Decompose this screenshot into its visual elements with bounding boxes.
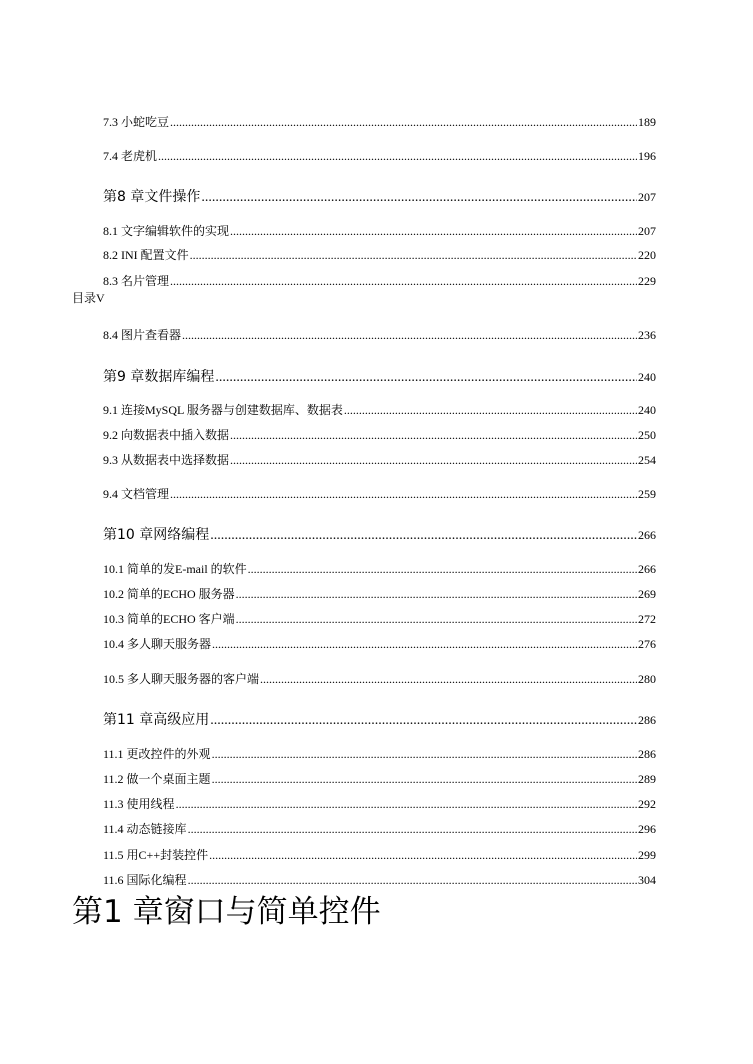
toc-leader-dots <box>170 273 637 289</box>
toc-entry-label: 9.3 从数据表中选择数据 <box>103 453 230 467</box>
toc-chapter-10 <box>103 526 656 545</box>
toc-entry-label: 11.1 更改控件的外观 <box>103 747 211 761</box>
toc-entry-8-3 <box>103 273 656 289</box>
toc-entry-page: 292 <box>638 797 656 811</box>
toc-entry-page: 229 <box>638 274 656 288</box>
toc-entry-10-1 <box>103 561 656 577</box>
toc-entry-label: 8.3 名片管理 <box>103 274 170 288</box>
toc-leader-dots <box>344 402 637 418</box>
toc-leader-dots <box>190 247 637 263</box>
toc-leader-dots <box>215 369 637 387</box>
toc-leader-dots <box>209 847 637 863</box>
toc-entry-label: 7.4 老虎机 <box>103 149 158 163</box>
toc-entry-8-1 <box>103 223 656 239</box>
toc-entry-page: 189 <box>638 115 656 129</box>
toc-leader-dots <box>188 872 637 888</box>
toc-entry-page: 220 <box>638 248 656 262</box>
toc-entry-page: 254 <box>638 453 656 467</box>
toc-entry-10-3 <box>103 611 656 627</box>
toc-entry-page: 259 <box>638 487 656 501</box>
toc-entry-page: 286 <box>638 747 656 761</box>
toc-entry-11-5 <box>103 847 656 863</box>
toc-entry-10-5 <box>103 671 656 687</box>
toc-entry-page: 276 <box>638 637 656 651</box>
toc-entry-page: 207 <box>638 190 656 204</box>
toc-entry-label: 9.4 文档管理 <box>103 487 170 501</box>
toc-leader-dots <box>212 746 637 762</box>
toc-entry-label: 第9 章数据库编程 <box>103 369 215 385</box>
toc-entry-page: 196 <box>638 149 656 163</box>
toc-entry-9-3 <box>103 452 656 468</box>
toc-entry-label: 9.2 向数据表中插入数据 <box>103 428 230 442</box>
toc-leader-dots <box>236 611 637 627</box>
toc-leader-dots <box>201 189 637 207</box>
toc-entry-label: 第8 章文件操作 <box>103 189 201 205</box>
toc-entry-page: 266 <box>638 562 656 576</box>
toc-leader-dots <box>230 223 637 239</box>
toc-entry-11-2 <box>103 771 656 787</box>
toc-entry-label: 11.4 动态链接库 <box>103 822 187 836</box>
toc-entry-11-4 <box>103 821 656 837</box>
toc-entry-label: 11.6 国际化编程 <box>103 873 187 887</box>
running-head: 目录V <box>72 291 105 305</box>
toc-entry-8-4 <box>103 327 656 343</box>
toc-leader-dots <box>188 821 637 837</box>
toc-entry-page: 289 <box>638 772 656 786</box>
toc-entry-7-4 <box>103 148 656 164</box>
toc-leader-dots <box>230 452 637 468</box>
toc-leader-dots <box>170 486 637 502</box>
toc-chapter-9 <box>103 368 656 387</box>
toc-leader-dots <box>212 636 637 652</box>
toc-entry-page: 250 <box>638 428 656 442</box>
toc-entry-9-2 <box>103 427 656 443</box>
toc-entry-9-4 <box>103 486 656 502</box>
toc-chapter-8 <box>103 188 656 207</box>
toc-entry-11-1 <box>103 746 656 762</box>
toc-entry-11-3 <box>103 796 656 812</box>
toc-entry-page: 280 <box>638 672 656 686</box>
toc-entry-label: 10.3 简单的ECHO 客户端 <box>103 612 235 626</box>
toc-leader-dots <box>182 327 637 343</box>
toc-entry-10-4 <box>103 636 656 652</box>
toc-entry-label: 8.1 文字编辑软件的实现 <box>103 224 230 238</box>
toc-leader-dots <box>212 771 637 787</box>
toc-entry-page: 240 <box>638 370 656 384</box>
toc-entry-label: 9.1 连接MySQL 服务器与创建数据库、数据表 <box>103 403 343 417</box>
toc-leader-dots <box>158 148 637 164</box>
toc-chapter-11 <box>103 711 656 730</box>
toc-entry-label: 10.5 多人聊天服务器的客户端 <box>103 672 260 686</box>
toc-entry-label: 10.4 多人聊天服务器 <box>103 637 212 651</box>
toc-entry-label: 7.3 小蛇吃豆 <box>103 115 170 129</box>
toc-entry-10-2 <box>103 586 656 602</box>
toc-entry-label: 8.2 INI 配置文件 <box>103 248 189 262</box>
toc-entry-11-6 <box>103 872 656 888</box>
toc-leader-dots <box>210 527 637 545</box>
toc-entry-7-3 <box>103 114 656 130</box>
chapter-title: 第1 章窗口与简单控件 <box>72 894 381 930</box>
toc-entry-label: 8.4 图片查看器 <box>103 328 182 342</box>
toc-entry-page: 299 <box>638 848 656 862</box>
toc-entry-label: 10.1 简单的发E-mail 的软件 <box>103 562 247 576</box>
toc-entry-page: 236 <box>638 328 656 342</box>
toc-entry-page: 286 <box>638 713 656 727</box>
toc-entry-label: 11.3 使用线程 <box>103 797 175 811</box>
toc-entry-label: 11.5 用C++封装控件 <box>103 848 209 862</box>
toc-leader-dots <box>236 586 637 602</box>
toc-entry-8-2 <box>103 247 656 263</box>
toc-entry-page: 269 <box>638 587 656 601</box>
toc-leader-dots <box>210 712 637 730</box>
toc-entry-page: 266 <box>638 528 656 542</box>
toc-entry-label: 第10 章网络编程 <box>103 527 210 543</box>
toc-entry-label: 第11 章高级应用 <box>103 712 210 728</box>
toc-entry-page: 240 <box>638 403 656 417</box>
toc-entry-page: 272 <box>638 612 656 626</box>
toc-entry-page: 304 <box>638 873 656 887</box>
toc-leader-dots <box>260 671 637 687</box>
toc-entry-9-1 <box>103 402 656 418</box>
toc-entry-page: 296 <box>638 822 656 836</box>
toc-entry-label: 11.2 做一个桌面主题 <box>103 772 211 786</box>
toc-entry-page: 207 <box>638 224 656 238</box>
toc-leader-dots <box>176 796 637 812</box>
toc-leader-dots <box>170 114 637 130</box>
toc-leader-dots <box>230 427 637 443</box>
toc-leader-dots <box>248 561 637 577</box>
toc-entry-label: 10.2 简单的ECHO 服务器 <box>103 587 235 601</box>
